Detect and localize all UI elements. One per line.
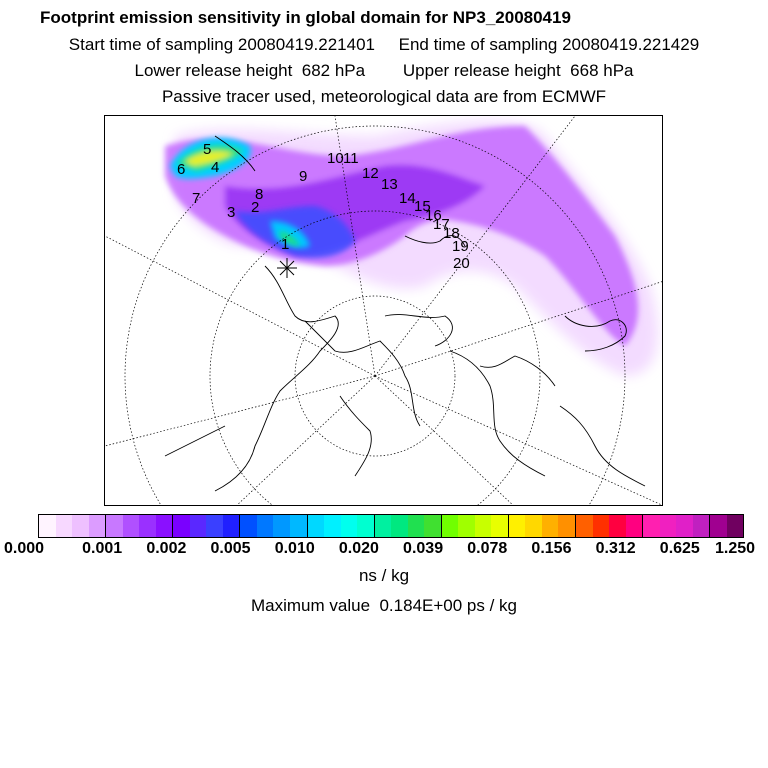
colorbar-cell (190, 515, 207, 537)
colorbar-cell (442, 515, 459, 537)
colorbar-cell (576, 515, 593, 537)
colorbar-tick-label: 0.625 (659, 540, 700, 557)
colorbar-cell (643, 515, 660, 537)
traj-label: 10 (327, 150, 344, 167)
colorbar-cell (609, 515, 626, 537)
traj-label: 8 (255, 186, 264, 203)
colorbar-cell (123, 515, 140, 537)
colorbar-cell (89, 515, 107, 537)
traj-label: 9 (299, 168, 308, 185)
colorbar-cell (173, 515, 190, 537)
colorbar-tick-label: 0.039 (403, 540, 444, 557)
colorbar-cell (727, 515, 744, 537)
colorbar-cell (290, 515, 308, 537)
colorbar-tick-label: 0.002 (146, 540, 187, 557)
colorbar-tick-label: 0.000 (3, 540, 45, 557)
traj-label: 4 (211, 159, 220, 176)
traj-label: 18 (443, 225, 460, 242)
colorbar-cell (56, 515, 73, 537)
colorbar-cell (542, 515, 559, 537)
traj-label: 13 (381, 176, 398, 193)
colorbar-cell (525, 515, 542, 537)
colorbar-tick-label: 0.078 (467, 540, 508, 557)
traj-label: 17 (433, 216, 450, 233)
colorbar-cell (106, 515, 123, 537)
colorbar-cell (558, 515, 576, 537)
colorbar-cell (341, 515, 358, 537)
traj-label: 19 (452, 238, 469, 255)
traj-label: 5 (203, 141, 212, 158)
colorbar-cell (206, 515, 223, 537)
traj-label: 11 (343, 150, 359, 167)
colorbar-tick-label: 0.312 (595, 540, 636, 557)
colorbar-cell (475, 515, 492, 537)
traj-label: 16 (425, 207, 442, 224)
plot-title: Footprint emission sensitivity in global domain for NP3_20080419 (40, 8, 571, 27)
traj-label: 20 (453, 255, 470, 272)
release-height-line: Lower release height 682 hPa Upper release height 668 hPa (134, 61, 634, 80)
traj-label: 14 (399, 190, 416, 207)
colorbar-cell (676, 515, 693, 537)
colorbar-cell (509, 515, 526, 537)
colorbar-cell (424, 515, 442, 537)
colorbar-cell (257, 515, 274, 537)
footprint-map (104, 115, 663, 506)
colorbar-cell (223, 515, 241, 537)
colorbar-cell (139, 515, 156, 537)
colorbar-cell (693, 515, 711, 537)
colorbar-cell (240, 515, 257, 537)
colorbar-cell (273, 515, 290, 537)
maximum-value-text: Maximum value 0.184E+00 ps / kg (251, 596, 517, 615)
colorbar-cell (357, 515, 375, 537)
colorbar-tick-label: 0.005 (210, 540, 251, 557)
colorbar-cell (72, 515, 89, 537)
colorbar-cell (308, 515, 325, 537)
colorbar-cell (156, 515, 174, 537)
colorbar-cell (710, 515, 727, 537)
traj-label: 6 (177, 161, 186, 178)
colorbar-cell (626, 515, 644, 537)
colorbar-cell (39, 515, 56, 537)
colorbar-cell (375, 515, 392, 537)
traj-label: 12 (362, 165, 379, 182)
sampling-time-line: Start time of sampling 20080419.221401 End time of sampling 20080419.221429 (68, 35, 700, 54)
colorbar-tick-label: 0.020 (338, 540, 379, 557)
traj-label: 3 (227, 204, 236, 221)
colorbar-unit: ns / kg (358, 566, 410, 585)
colorbar-tick-label: 0.001 (82, 540, 123, 557)
colorbar-cell (458, 515, 475, 537)
colorbar-tick-label: 1.250 (714, 540, 756, 557)
colorbar-cell (408, 515, 425, 537)
colorbar (38, 514, 744, 538)
colorbar-tick-label: 0.010 (274, 540, 315, 557)
colorbar-cell (391, 515, 408, 537)
map-canvas (105, 116, 663, 506)
colorbar-cell (593, 515, 610, 537)
colorbar-cell (324, 515, 341, 537)
colorbar-tick-label: 0.156 (531, 540, 572, 557)
tracer-info-line: Passive tracer used, meteorological data are from ECMWF (161, 87, 607, 106)
colorbar-cell (491, 515, 509, 537)
traj-label: 15 (414, 198, 431, 215)
traj-label: 2 (251, 199, 260, 216)
traj-label: 7 (192, 190, 201, 207)
colorbar-cell (660, 515, 677, 537)
traj-label: 1 (281, 236, 290, 253)
release-point-marker (277, 258, 297, 278)
